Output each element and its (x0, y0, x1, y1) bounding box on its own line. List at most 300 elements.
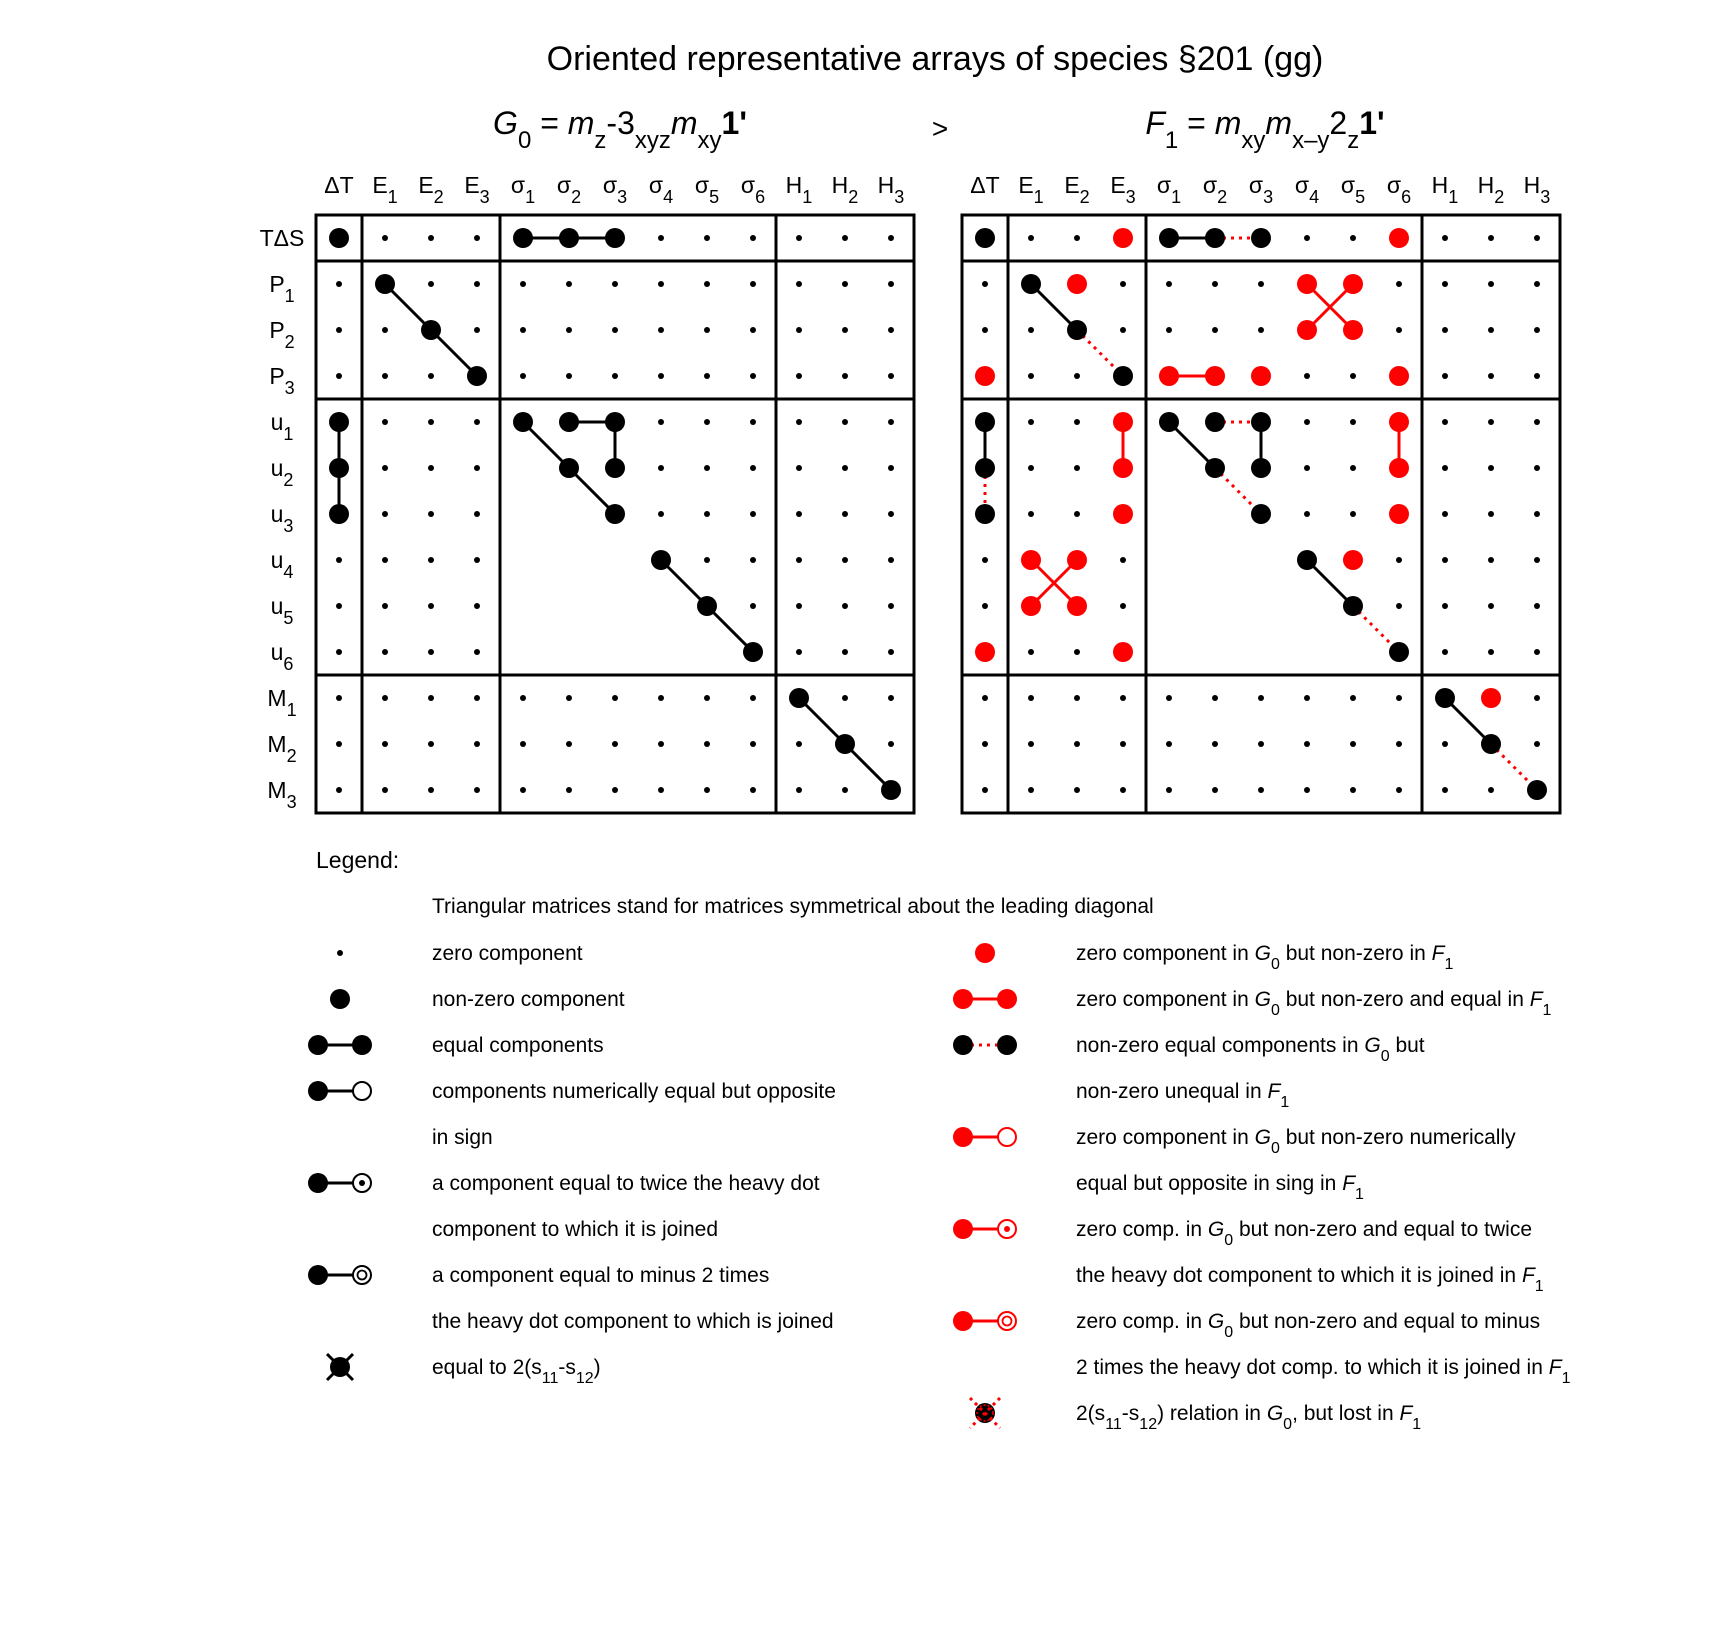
zero-component (982, 281, 988, 287)
zero-component (382, 511, 388, 517)
zero-component (1350, 511, 1356, 517)
legend-text: non-zero unequal in $F_1$ (1076, 1080, 1290, 1111)
zero-component (428, 235, 434, 241)
zero-component (1534, 281, 1540, 287)
row-label: $M_3$ (267, 777, 297, 812)
legend-text: non-zero component (432, 988, 625, 1011)
nonzero-component (375, 274, 395, 294)
nonzero-component (1251, 412, 1271, 432)
zero-component (1304, 511, 1310, 517)
zero-component (1442, 465, 1448, 471)
zero-component (842, 465, 848, 471)
nonzero-component (1435, 688, 1455, 708)
legend-text: equal components (432, 1034, 604, 1057)
legend-text: zero component in $G_0$ but non-zero in $F_1$ (1076, 942, 1454, 973)
zero-component (474, 603, 480, 609)
red-component (1067, 550, 1087, 570)
zero-component (1074, 511, 1080, 517)
nonzero-component (1067, 320, 1087, 340)
zero-component (750, 741, 756, 747)
column-label: $\sigma_6$ (740, 172, 766, 207)
zero-component (842, 419, 848, 425)
zero-component (336, 603, 342, 609)
zero-component (842, 281, 848, 287)
legend-text: zero component in $G_0$ but non-zero and equal in $F_1$ (1076, 988, 1552, 1019)
nonzero-component (1205, 458, 1225, 478)
zero-component (1212, 327, 1218, 333)
legend-text: components numerically equal but opposite (432, 1080, 836, 1103)
zero-component (750, 695, 756, 701)
zero-component (796, 557, 802, 563)
zero-component (336, 787, 342, 793)
zero-component (336, 327, 342, 333)
zero-component (658, 373, 664, 379)
nonzero-component (835, 734, 855, 754)
nonzero-component (1481, 734, 1501, 754)
column-label: $E_1$ (1018, 172, 1044, 207)
zero-component (1442, 557, 1448, 563)
zero-component (704, 787, 710, 793)
zero-component (704, 373, 710, 379)
red-component (1113, 412, 1133, 432)
zero-component (474, 695, 480, 701)
zero-component (1074, 695, 1080, 701)
zero-component (1304, 465, 1310, 471)
column-label: $H_1$ (1431, 172, 1459, 207)
zero-component (1304, 741, 1310, 747)
legend-item (975, 942, 1453, 973)
legend-dot (308, 1173, 328, 1193)
zero-component (704, 281, 710, 287)
legend-dot (308, 1081, 328, 1101)
zero-component (1488, 557, 1494, 563)
zero-component (704, 511, 710, 517)
column-label: $\sigma_3$ (602, 172, 628, 207)
zero-component (1258, 741, 1264, 747)
legend-text: equal but opposite in sing in $F_1$ (1076, 1172, 1364, 1203)
nonzero-component (329, 412, 349, 432)
red-component (1113, 228, 1133, 248)
nonzero-component (559, 458, 579, 478)
zero-component (1534, 235, 1540, 241)
nonzero-component (1113, 366, 1133, 386)
legend-item (327, 1354, 601, 1387)
zero-component (1028, 419, 1034, 425)
zero-component (1396, 557, 1402, 563)
zero-component (382, 741, 388, 747)
zero-component (566, 695, 572, 701)
zero-component (658, 695, 664, 701)
legend-dot (997, 989, 1017, 1009)
zero-component (796, 419, 802, 425)
zero-component (796, 235, 802, 241)
legend-item (953, 1310, 1571, 1387)
nonzero-component (1389, 642, 1409, 662)
zero-component (1258, 327, 1264, 333)
zero-component (1488, 327, 1494, 333)
zero-component (842, 327, 848, 333)
zero-component (382, 695, 388, 701)
zero-component (796, 603, 802, 609)
zero-component (1166, 787, 1172, 793)
zero-component (566, 373, 572, 379)
zero-component (750, 787, 756, 793)
row-label: $M_2$ (267, 731, 297, 766)
zero-component (888, 695, 894, 701)
legend-small-dot (337, 950, 343, 956)
red-component (1389, 366, 1409, 386)
red-component (1251, 366, 1271, 386)
red-component (1389, 504, 1409, 524)
zero-component (382, 603, 388, 609)
zero-component (1534, 373, 1540, 379)
zero-component (336, 557, 342, 563)
zero-component (1074, 235, 1080, 241)
legend-dot (953, 1311, 973, 1331)
column-label: $H_2$ (831, 172, 859, 207)
nonzero-component (513, 412, 533, 432)
red-component (1481, 688, 1501, 708)
zero-component (1166, 327, 1172, 333)
legend-heading: Legend: (316, 847, 400, 873)
red-component (1021, 596, 1041, 616)
zero-component (612, 787, 618, 793)
zero-component (796, 649, 802, 655)
zero-component (1488, 787, 1494, 793)
column-label: $\sigma_4$ (648, 172, 674, 207)
zero-component (612, 695, 618, 701)
zero-component (1074, 373, 1080, 379)
zero-component (1074, 419, 1080, 425)
row-labels (260, 225, 305, 812)
row-label: $u_1$ (270, 409, 294, 444)
row-label: $u_3$ (270, 501, 294, 536)
nonzero-component (467, 366, 487, 386)
zero-component (428, 741, 434, 747)
column-label: $\sigma_5$ (1340, 172, 1366, 207)
zero-component (428, 419, 434, 425)
legend-open-dot (353, 1266, 371, 1284)
zero-component (612, 281, 618, 287)
red-component (1113, 504, 1133, 524)
nonzero-component (329, 228, 349, 248)
zero-component (1166, 281, 1172, 287)
zero-component (1534, 557, 1540, 563)
zero-component (888, 373, 894, 379)
zero-component (1074, 787, 1080, 793)
zero-component (382, 787, 388, 793)
zero-component (1396, 695, 1402, 701)
zero-component (658, 741, 664, 747)
zero-component (982, 557, 988, 563)
legend-item (308, 1172, 820, 1241)
zero-component (1212, 281, 1218, 287)
legend-text: zero comp. in $G_0$ but non-zero and equal to minus (1076, 1310, 1541, 1341)
nonzero-component (1021, 274, 1041, 294)
nonzero-component (1527, 780, 1547, 800)
zero-component (1534, 649, 1540, 655)
zero-component (704, 235, 710, 241)
zero-component (520, 281, 526, 287)
zero-component (1350, 235, 1356, 241)
nonzero-component (559, 412, 579, 432)
red-component (1343, 274, 1363, 294)
legend-open-dot (998, 1312, 1016, 1330)
zero-component (1442, 419, 1448, 425)
zero-component (842, 373, 848, 379)
zero-component (1028, 327, 1034, 333)
legend-text: equal to $2(s_{11}-s_{12})$ (432, 1356, 601, 1387)
zero-component (796, 787, 802, 793)
zero-component (888, 327, 894, 333)
column-label: $\sigma_1$ (1156, 172, 1182, 207)
nonzero-component (1251, 504, 1271, 524)
row-label: $P_1$ (269, 271, 295, 306)
nonzero-component (329, 504, 349, 524)
zero-component (612, 741, 618, 747)
nonzero-component (651, 550, 671, 570)
zero-component (1074, 649, 1080, 655)
zero-component (658, 511, 664, 517)
zero-component (428, 787, 434, 793)
column-label: $E_2$ (1064, 172, 1090, 207)
right-array (962, 172, 1560, 813)
zero-component (428, 557, 434, 563)
zero-component (888, 603, 894, 609)
zero-component (1028, 741, 1034, 747)
legend-text: a component equal to minus 2 times (432, 1264, 770, 1287)
legend-inner-dot (1004, 1226, 1010, 1232)
red-component (1113, 642, 1133, 662)
zero-component (796, 373, 802, 379)
nonzero-component (1297, 550, 1317, 570)
zero-component (842, 787, 848, 793)
zero-component (428, 511, 434, 517)
zero-component (1488, 419, 1494, 425)
nonzero-component (605, 458, 625, 478)
zero-component (796, 511, 802, 517)
zero-component (1120, 603, 1126, 609)
zero-component (658, 235, 664, 241)
legend-text: the heavy dot component to which is joined (432, 1310, 834, 1333)
zero-component (382, 235, 388, 241)
legend-item (308, 1080, 836, 1149)
red-component (1297, 320, 1317, 340)
legend-note: Triangular matrices stand for matrices symmetrical about the leading diagonal (432, 895, 1154, 918)
zero-component (704, 741, 710, 747)
zero-component (750, 327, 756, 333)
legend-open-dot (998, 1128, 1016, 1146)
zero-component (474, 557, 480, 563)
legend-text: $2(s_{11}-s_{12})$ relation in $G_0$, but lost in $F_1$ (1076, 1402, 1422, 1433)
column-label: ΔT (324, 172, 354, 198)
zero-component (704, 695, 710, 701)
zero-component (1534, 603, 1540, 609)
zero-component (1396, 787, 1402, 793)
zero-component (1258, 787, 1264, 793)
zero-component (1028, 787, 1034, 793)
zero-component (888, 281, 894, 287)
zero-component (1350, 787, 1356, 793)
zero-component (1074, 465, 1080, 471)
row-label: $P_2$ (269, 317, 295, 352)
zero-component (658, 419, 664, 425)
zero-component (1120, 327, 1126, 333)
zero-component (888, 741, 894, 747)
legend-text: zero component in $G_0$ but non-zero numerically (1076, 1126, 1516, 1157)
diagram-title: Oriented representative arrays of species §201 (gg) (546, 40, 1324, 78)
zero-component (520, 787, 526, 793)
nonzero-component (1205, 228, 1225, 248)
column-label: $E_1$ (372, 172, 398, 207)
zero-component (1534, 695, 1540, 701)
zero-component (842, 649, 848, 655)
row-label: $u_6$ (270, 639, 294, 674)
zero-component (336, 695, 342, 701)
zero-component (474, 281, 480, 287)
zero-component (1442, 327, 1448, 333)
zero-component (1396, 741, 1402, 747)
nonzero-component (975, 228, 995, 248)
zero-component (750, 373, 756, 379)
row-label: $P_3$ (269, 363, 295, 398)
zero-component (1166, 695, 1172, 701)
zero-component (750, 603, 756, 609)
column-label: $\sigma_5$ (694, 172, 720, 207)
zero-component (1442, 373, 1448, 379)
zero-component (704, 419, 710, 425)
nonzero-component (605, 412, 625, 432)
legend-item (337, 942, 583, 965)
legend-item (953, 1034, 1425, 1111)
zero-component (658, 281, 664, 287)
zero-component (1212, 741, 1218, 747)
red-component (1113, 458, 1133, 478)
zero-component (658, 465, 664, 471)
zero-component (1258, 281, 1264, 287)
legend-text: component to which it is joined (432, 1218, 718, 1241)
nonzero-component (881, 780, 901, 800)
zero-component (1120, 695, 1126, 701)
zero-component (1350, 741, 1356, 747)
zero-component (1396, 281, 1402, 287)
legend-dot (330, 989, 350, 1009)
zero-component (474, 465, 480, 471)
right-group-formula (1145, 105, 1384, 154)
legend-dot (308, 1265, 328, 1285)
zero-component (1120, 557, 1126, 563)
zero-component (1120, 741, 1126, 747)
zero-component (1212, 695, 1218, 701)
zero-component (1304, 373, 1310, 379)
column-label: $H_3$ (1523, 172, 1551, 207)
zero-component (1488, 465, 1494, 471)
zero-component (1304, 787, 1310, 793)
group-relation-symbol: > (931, 113, 949, 144)
zero-component (1074, 741, 1080, 747)
column-label: $H_1$ (785, 172, 813, 207)
legend-item (953, 988, 1552, 1019)
zero-component (750, 557, 756, 563)
zero-component (1120, 281, 1126, 287)
zero-component (520, 741, 526, 747)
zero-component (1304, 419, 1310, 425)
zero-component (520, 373, 526, 379)
legend-dot (953, 1127, 973, 1147)
zero-component (1028, 373, 1034, 379)
zero-component (1442, 603, 1448, 609)
nonzero-component (975, 504, 995, 524)
zero-component (382, 649, 388, 655)
zero-component (1442, 649, 1448, 655)
column-label: $\sigma_2$ (556, 172, 582, 207)
zero-component (1442, 787, 1448, 793)
zero-component (566, 281, 572, 287)
zero-component (474, 511, 480, 517)
nonzero-component (975, 412, 995, 432)
zero-component (474, 649, 480, 655)
column-label: ΔT (970, 172, 1000, 198)
legend-dot (997, 1035, 1017, 1055)
zero-component (1028, 649, 1034, 655)
zero-component (474, 327, 480, 333)
zero-component (888, 649, 894, 655)
zero-component (1534, 327, 1540, 333)
zero-component (1442, 281, 1448, 287)
nonzero-component (1251, 458, 1271, 478)
zero-component (888, 235, 894, 241)
zero-component (796, 741, 802, 747)
column-label: $H_2$ (1477, 172, 1505, 207)
group-formula-text: $F_1 = m_{xy}m_{x-y}2_z1'$ (1145, 105, 1385, 154)
zero-component (1258, 695, 1264, 701)
zero-component (1166, 741, 1172, 747)
row-label: TΔS (259, 225, 305, 251)
zero-component (1488, 511, 1494, 517)
zero-component (1396, 603, 1402, 609)
zero-component (1350, 419, 1356, 425)
zero-component (566, 741, 572, 747)
zero-component (842, 695, 848, 701)
zero-component (888, 511, 894, 517)
legend-text: 2 times the heavy dot comp. to which it is joined in $F_1$ (1076, 1356, 1571, 1387)
red-component (1159, 366, 1179, 386)
zero-component (612, 327, 618, 333)
nonzero-component (1343, 596, 1363, 616)
red-component (975, 642, 995, 662)
zero-component (1212, 787, 1218, 793)
zero-component (1488, 235, 1494, 241)
zero-component (1350, 465, 1356, 471)
row-label: $u_5$ (270, 593, 294, 628)
legend-text: in sign (432, 1126, 493, 1149)
nonzero-component (697, 596, 717, 616)
zero-component (474, 235, 480, 241)
red-component (1389, 412, 1409, 432)
zero-component (520, 327, 526, 333)
zero-component (842, 603, 848, 609)
column-label: $E_2$ (418, 172, 444, 207)
zero-component (1534, 419, 1540, 425)
red-component (1389, 458, 1409, 478)
zero-component (428, 281, 434, 287)
zero-component (336, 649, 342, 655)
zero-component (428, 465, 434, 471)
zero-component (428, 695, 434, 701)
zero-component (1442, 235, 1448, 241)
zero-component (382, 557, 388, 563)
zero-component (842, 235, 848, 241)
